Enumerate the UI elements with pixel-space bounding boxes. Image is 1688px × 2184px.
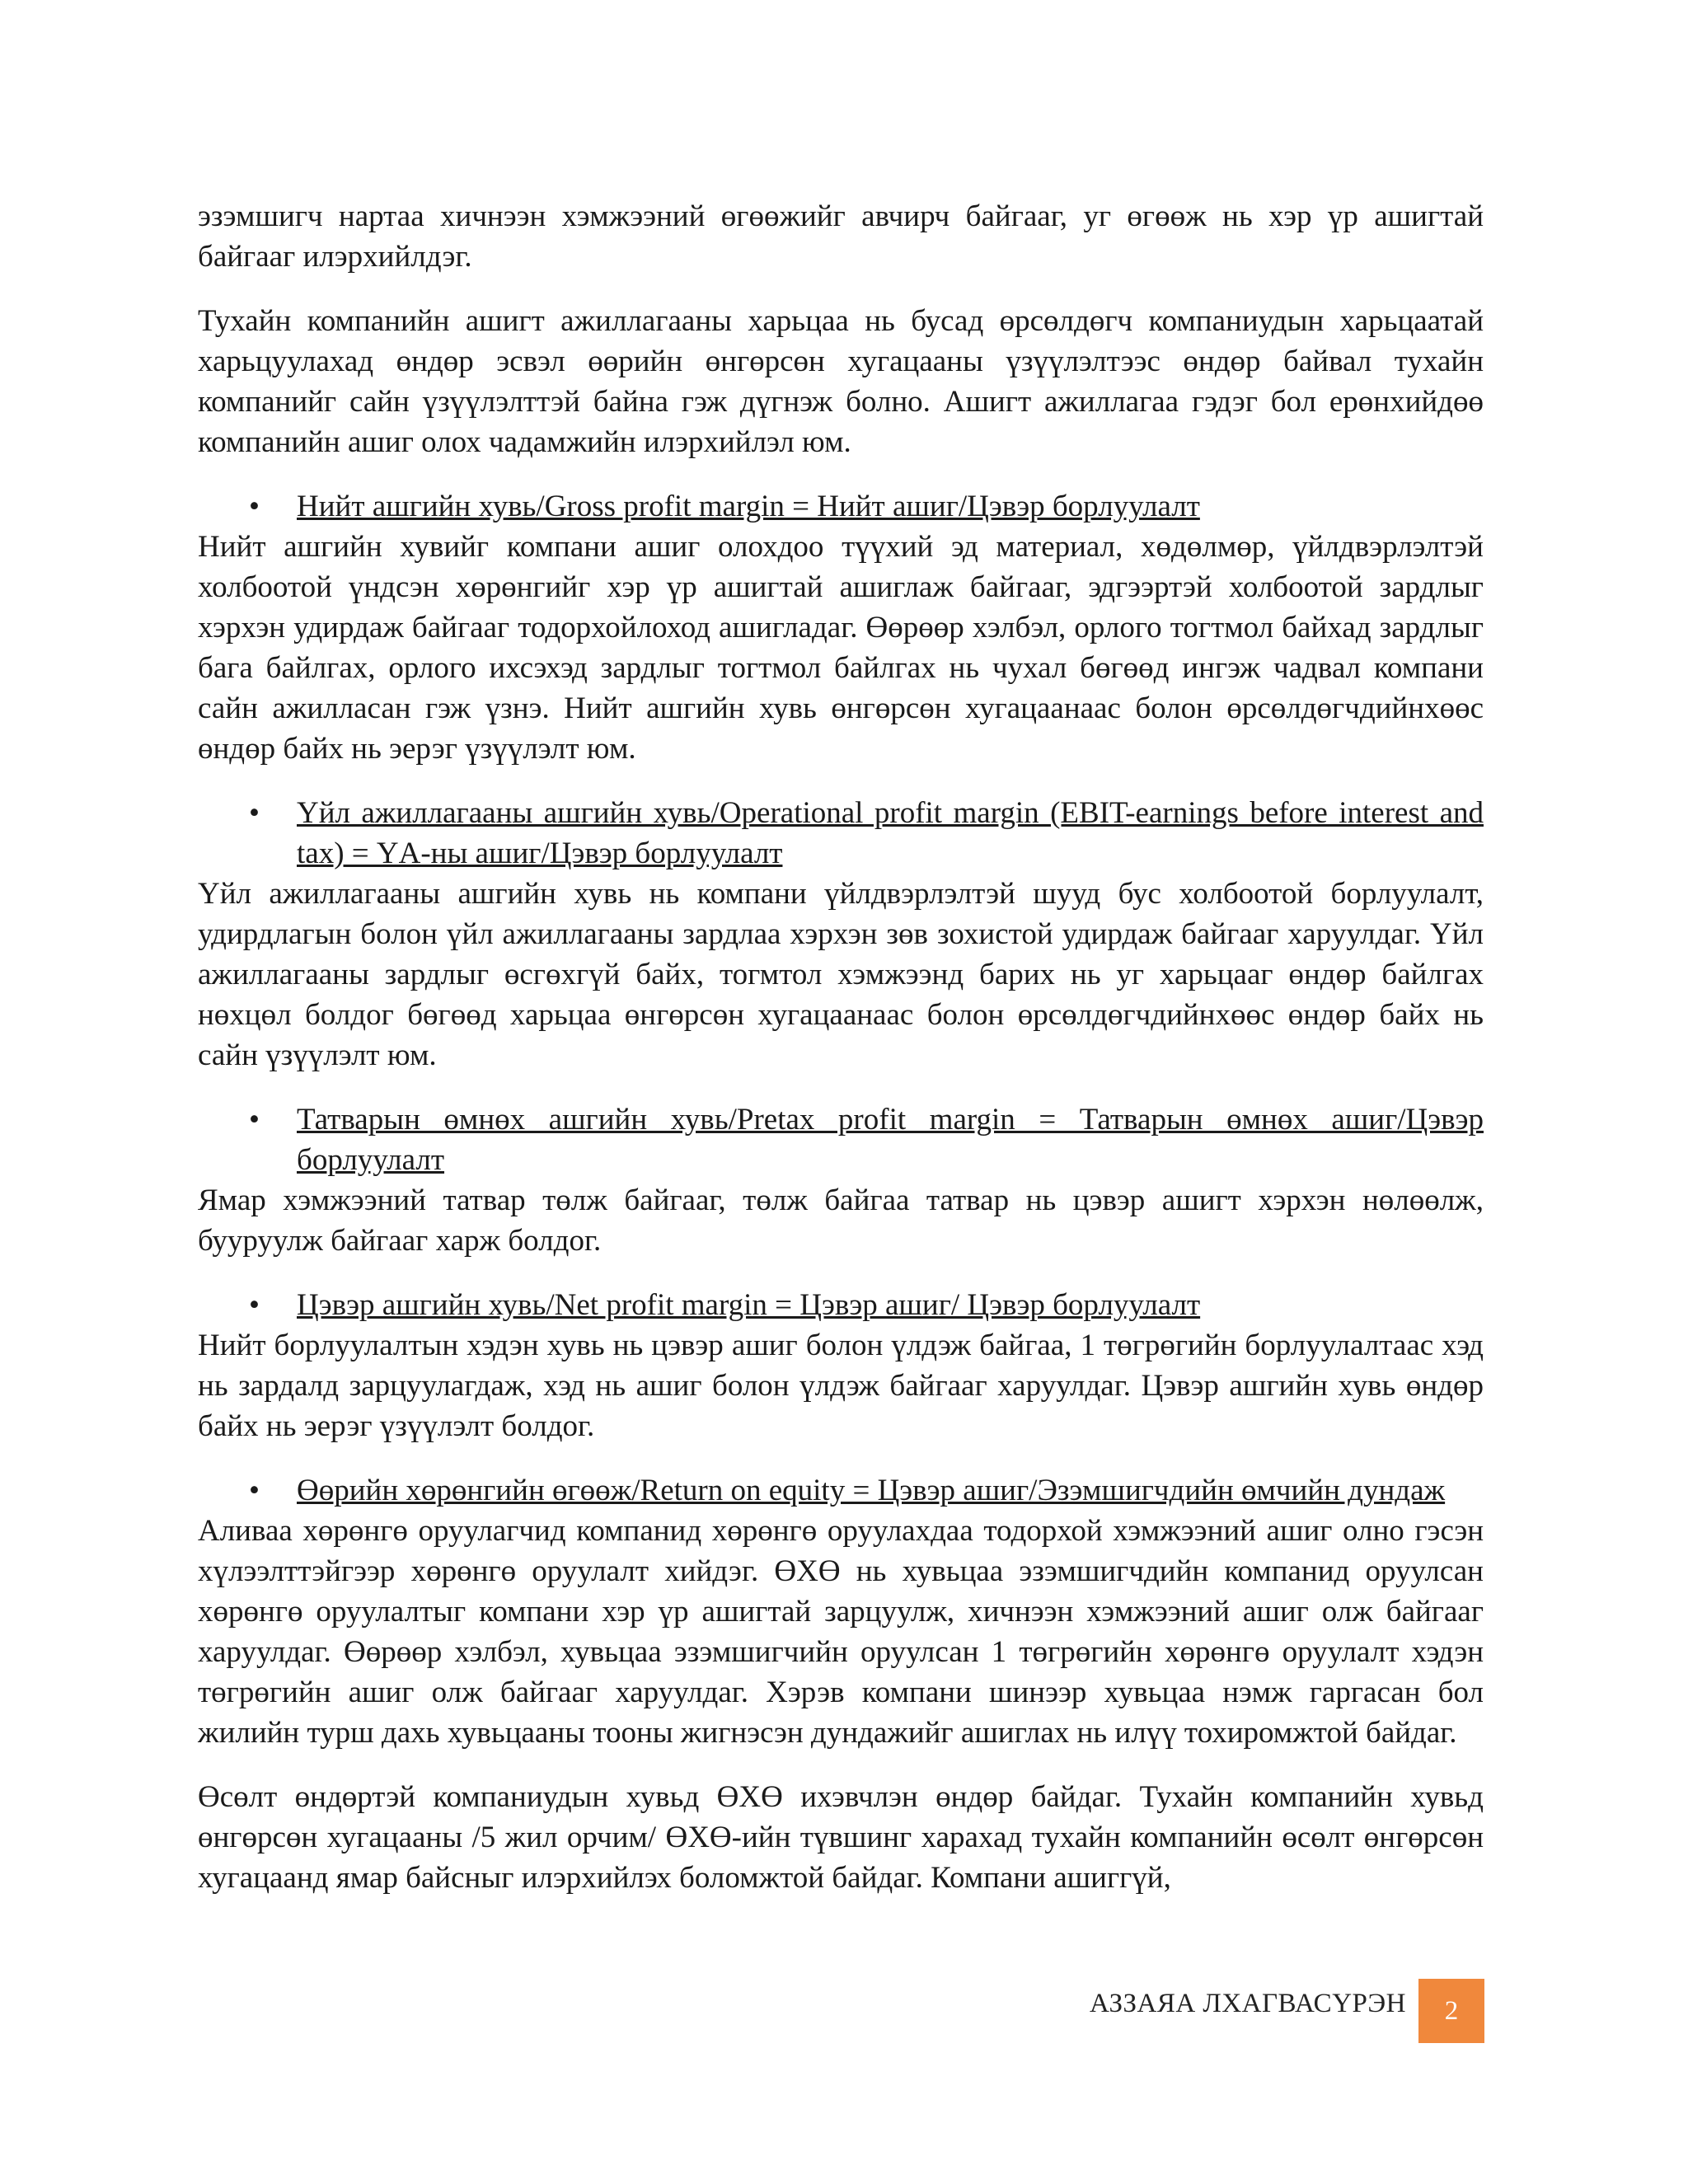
bullet-icon: •	[249, 490, 260, 523]
page-number-badge: 2	[1418, 1979, 1484, 2043]
bullet-item-net-profit-margin	[198, 1285, 1484, 1325]
bullet-icon: •	[249, 1288, 260, 1322]
footer-author: АЗЗАЯА ЛХАГВАСҮРЭН	[1089, 1989, 1406, 2018]
paragraph: Нийт ашгийн хувийг компани ашиг олохдоо түүхий эд материал, хөдөлмөр, үйлдвэрлэлтэй холбоотой үндсэн хөрөнгийг хэр үр ашигтай ашиглаж байгааг, эдгээртэй холбоотой зардлыг хэрхэн удирдаж байгааг тодорхойлоход ашигладаг. Өөрөөр хэлбэл, орлого тогтмол байхад зардлыг бага байлгах, орлого ихсэхэд зардлыг тогтмол байлгах нь чухал бөгөөд ингэж чадвал компани сайн ажилласан гэж үзнэ. Нийт ашгийн хувь өнгөрсөн хугацаанаас болон өрсөлдөгчдийнхөөс өндөр байх нь эерэг үзүүлэлт юм.	[198, 530, 1484, 766]
page-footer	[0, 1979, 1688, 2045]
bullet-text: Үйл ажиллагааны ашгийн хувь/Operational profit margin (EBIT-earnings before interest and tax) = ҮА-ны ашиг/Цэвэр борлуулалт	[297, 796, 1484, 870]
bullet-text: Нийт ашгийн хувь/Gross profit margin = Нийт ашиг/Цэвэр борлуулалт	[297, 490, 1200, 523]
bullet-item-return-on-equity	[198, 1470, 1484, 1511]
bullet-icon: •	[249, 1103, 260, 1137]
bullet-text: Өөрийн хөрөнгийн өгөөж/Return on equity = Цэвэр ашиг/Эзэмшигчдийн өмчийн дундаж	[297, 1474, 1446, 1507]
document-body	[198, 196, 1484, 1922]
paragraph: Аливаа хөрөнгө оруулагчид компанид хөрөнгө оруулахдаа тодорхой хэмжээний ашиг олно гэсэн хүлээлттэйгээр хөрөнгө оруулалт хийдэг. ӨХӨ нь хувьцаа эзэмшигчдийн компанид оруулсан хөрөнгө оруулалтыг компани хэр үр ашигтай зарцуулж, хичнээн хэмжээний ашиг олж байгааг харуулдаг. Өөрөөр хэлбэл, хувьцаа эзэмшигчийн оруулсан 1 төгрөгийн хөрөнгө оруулалт хэдэн төгрөгийн ашиг олж байгааг харуулдаг. Хэрэв компани шинээр хувьцаа нэмж гаргасан бол жилийн турш дахь хувьцааны тооны жигнэсэн дундажийг ашиглах нь илүү тохиромжтой байдаг.	[198, 1514, 1484, 1750]
bullet-text: Цэвэр ашгийн хувь/Net profit margin = Цэвэр ашиг/ Цэвэр борлуулалт	[297, 1288, 1201, 1322]
bullet-icon: •	[249, 796, 260, 830]
bullet-icon: •	[249, 1474, 260, 1507]
paragraph: Ямар хэмжээний татвар төлж байгааг, төлж байгаа татвар нь цэвэр ашигт хэрхэн нөлөөлж, бууруулж байгааг харж болдог.	[198, 1183, 1484, 1258]
bullet-text: Татварын өмнөх ашгийн хувь/Pretax profit margin = Татварын өмнөх ашиг/Цэвэр борлуулалт	[297, 1103, 1484, 1177]
paragraph: Үйл ажиллагааны ашгийн хувь нь компани үйлдвэрлэлтэй шууд бус холбоотой борлуулалт, удирдлагын болон үйл ажиллагааны зардлаа хэрхэн зөв зохистой удирдаж байгааг харуулдаг. Үйл ажиллагааны зардлыг өсгөхгүй байх, тогмтол хэмжээнд барих нь уг харьцааг өндөр байлгах нөхцөл болдог бөгөөд харьцаа өнгөрсөн хугацаанаас болон өрсөлдөгчдийнхөөс өндөр байх нь сайн үзүүлэлт юм.	[198, 877, 1484, 1072]
paragraph: Өсөлт өндөртэй компаниудын хувьд ӨХӨ ихэвчлэн өндөр байдаг. Тухайн компанийн хувьд өнгөрсөн хугацааны /5 жил орчим/ ӨХӨ-ийн түвшинг харахад тухайн компанийн өсөлт өнгөрсөн хугацаанд ямар байсныг илэрхийлэх боломжтой байдаг. Компани ашиггүй,	[198, 1780, 1484, 1895]
bullet-item-pretax-profit-margin	[198, 1099, 1484, 1180]
bullet-item-gross-profit-margin	[198, 486, 1484, 527]
bullet-item-operational-profit-margin	[198, 793, 1484, 874]
paragraph: Тухайн компанийн ашигт ажиллагааны харьцаа нь бусад өрсөлдөгч компаниудын харьцаатай харьцуулахад өндөр эсвэл өөрийн өнгөрсөн хугацааны үзүүлэлтээс өндөр байвал тухайн компанийг сайн үзүүлэлттэй байна гэж дүгнэж болно. Ашигт ажиллагаа гэдэг бол ерөнхийдөө компанийн ашиг олох чадамжийн илэрхийлэл юм.	[198, 304, 1484, 459]
paragraph: эзэмшигч нартаа хичнээн хэмжээний өгөөжийг авчирч байгааг, уг өгөөж нь хэр үр ашигтай байгааг илэрхийлдэг.	[198, 199, 1484, 274]
paragraph: Нийт борлуулалтын хэдэн хувь нь цэвэр ашиг болон үлдэж байгаа, 1 төгрөгийн борлуулалтаас хэд нь зардалд зарцуулагдаж, хэд нь ашиг болон үлдэж байгааг харуулдаг. Цэвэр ашгийн хувь өндөр байх нь эерэг үзүүлэлт болдог.	[198, 1329, 1484, 1443]
